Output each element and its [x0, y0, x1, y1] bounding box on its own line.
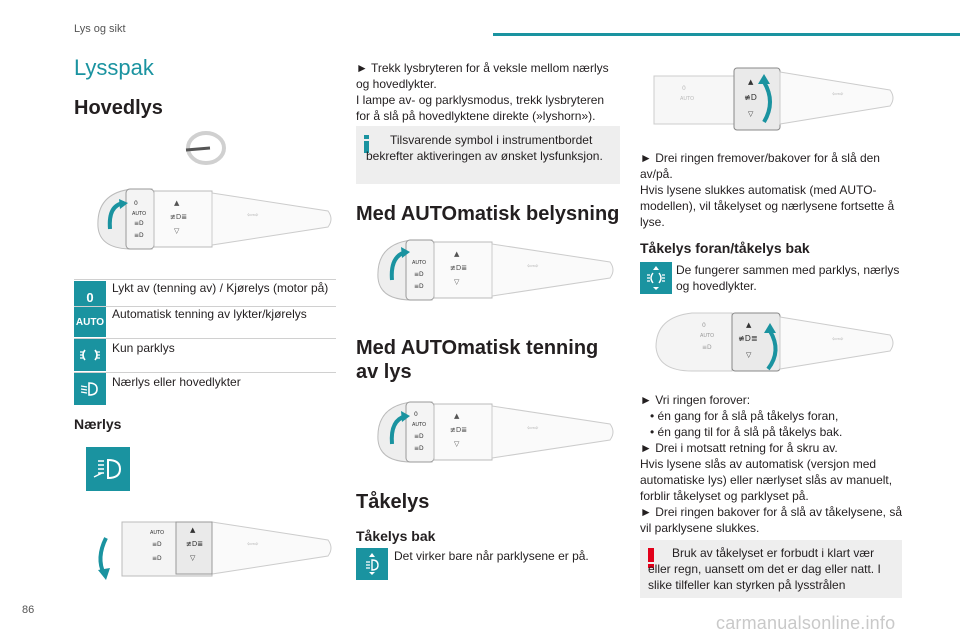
heading-fog-lights: Tåkelys [356, 491, 430, 513]
legend-label: Kun parklys [112, 341, 175, 355]
legend-label: Automatisk tenning av lykter/kjørelys [112, 307, 307, 321]
svg-text:▽: ▽ [174, 227, 180, 235]
svg-text:▽: ▽ [454, 278, 460, 286]
header-accent-bar [493, 33, 960, 36]
svg-text:⇦⇨: ⇦⇨ [247, 211, 259, 219]
svg-text:≡D: ≡D [414, 271, 424, 278]
light-stalk-diagram [372, 234, 618, 306]
svg-text:▽: ▽ [454, 440, 460, 448]
lights-off-icon: 0 [74, 281, 106, 313]
heading-main-lights: Hovedlys [74, 97, 163, 119]
svg-text:AUTO: AUTO [412, 422, 427, 428]
svg-text:≢D≣: ≢D≣ [170, 213, 188, 221]
legend-separator [74, 372, 336, 373]
fog-steps: ► Vri ringen forover: • én gang for å slå på tåkelys foran, • én gang til for å slå på tåkelys bak. ► Drei i motsatt retning for å skru av. Hvis lysene slås av automatisk (versjon med automatiske lys) eller nærlyset slås av manuelt, forblir tåkelyset og parklyset på. ► Drei ringen bakover for å slå av tåkelysene, så vil parklysene slukkes. [640, 393, 903, 535]
svg-text:AUTO: AUTO [132, 211, 147, 217]
legend-label: Nærlys eller hovedlykter [112, 375, 241, 389]
svg-text:AUTO: AUTO [680, 96, 695, 102]
svg-text:≢D≣: ≢D≣ [450, 426, 468, 434]
info-text: Tilsvarende symbol i instrumentbordet bekrefter aktiveringen av ønsket lysfunksjon. [366, 133, 603, 163]
svg-text:≡D: ≡D [702, 344, 712, 351]
rear-fog-icon [356, 548, 388, 580]
svg-text:▽: ▽ [746, 351, 752, 359]
legend-separator [74, 279, 336, 280]
svg-text:≡D: ≡D [414, 433, 424, 440]
paragraph-ring: ► Drei ringen fremover/bakover for å slå den av/på. Hvis lysene slukkes automatisk (med AUTO-modellen), vil tåkelyset og nærlysene fortsette å lyse. [640, 151, 895, 229]
svg-text:0: 0 [702, 322, 706, 329]
dipped-beam-icon [86, 447, 130, 491]
legend-separator [74, 338, 336, 339]
svg-text:▲: ▲ [174, 199, 180, 207]
svg-text:AUTO: AUTO [412, 260, 427, 266]
front-rear-fog-text: De fungerer sammen med parklys, nærlys og hovedlykter. [676, 263, 900, 293]
svg-text:▲: ▲ [454, 250, 460, 258]
svg-text:⇦⇨: ⇦⇨ [247, 540, 259, 548]
watermark: carmanualsonline.info [716, 613, 896, 633]
svg-text:0: 0 [134, 200, 138, 207]
warning-text: Bruk av tåkelyset er forbudt i klart vær eller regn, uansett om det er dag eller natt. I slike tilfeller kan styrken på lysstrålen [648, 546, 881, 592]
section-title: Lysspak [74, 55, 154, 80]
svg-text:⇦⇨: ⇦⇨ [832, 90, 844, 98]
svg-text:≡D: ≡D [134, 232, 144, 239]
svg-text:▲: ▲ [746, 321, 752, 329]
heading-dipped-beam: Nærlys [74, 416, 122, 432]
heading-rear-fog: Tåkelys bak [356, 528, 436, 544]
svg-text:0: 0 [682, 85, 686, 92]
svg-text:≢D≣: ≢D≣ [450, 264, 468, 272]
svg-text:▲: ▲ [454, 412, 460, 420]
light-stalk-diagram [92, 512, 336, 584]
svg-text:≡D: ≡D [152, 555, 162, 562]
svg-text:AUTO: AUTO [700, 333, 715, 339]
heading-auto-lighting: Med AUTOmatisk belysning [356, 203, 620, 225]
page-number: 86 [22, 604, 35, 616]
rear-fog-text: Det virker bare når parklysene er på. [394, 549, 589, 563]
svg-text:≡D: ≡D [414, 283, 424, 290]
heading-front-rear-fog: Tåkelys foran/tåkelys bak [640, 240, 810, 256]
svg-text:≡D: ≡D [152, 541, 162, 548]
svg-text:▲: ▲ [748, 78, 754, 86]
svg-text:▽: ▽ [748, 110, 754, 118]
svg-text:≡D: ≡D [134, 220, 144, 227]
svg-text:▲: ▲ [190, 526, 196, 534]
heading-auto-on: Med AUTOmatisk tenning av lys [356, 337, 599, 383]
svg-text:≢D≣: ≢D≣ [186, 540, 204, 548]
svg-text:⇦⇨: ⇦⇨ [527, 424, 539, 432]
svg-text:≢D: ≢D [744, 93, 757, 102]
auto-lights-icon: AUTO [74, 307, 106, 337]
running-header: Lys og sikt [74, 23, 126, 35]
light-stalk-diagram [372, 396, 618, 468]
svg-text:≡D: ≡D [414, 445, 424, 452]
legend-label: Lykt av (tenning av) / Kjørelys (motor på) [112, 281, 329, 295]
paragraph-toggle-beam: ► Trekk lysbryteren for å veksle mellom nærlys og hovedlykter. I lampe av- og parklysmodus, trekk lysbryteren for å slå på hovedlyktene direkte (»lyshorn»). [356, 61, 609, 123]
front-rear-fog-icon [640, 262, 672, 294]
parking-lights-icon [74, 339, 106, 371]
svg-text:⇦⇨: ⇦⇨ [527, 262, 539, 270]
steering-wheel-icon [180, 128, 228, 168]
info-box [356, 126, 620, 184]
svg-text:⇦⇨: ⇦⇨ [832, 335, 844, 343]
svg-text:0: 0 [414, 411, 418, 418]
svg-text:▽: ▽ [190, 554, 196, 562]
light-stalk-diagram [92, 183, 336, 255]
svg-text:≢D≣: ≢D≣ [738, 334, 758, 343]
fog-ring-diagram [652, 62, 898, 134]
headlights-icon [74, 373, 106, 405]
warning-box [640, 540, 902, 598]
svg-text:AUTO: AUTO [150, 530, 165, 536]
fog-ring-diagram [652, 305, 898, 379]
